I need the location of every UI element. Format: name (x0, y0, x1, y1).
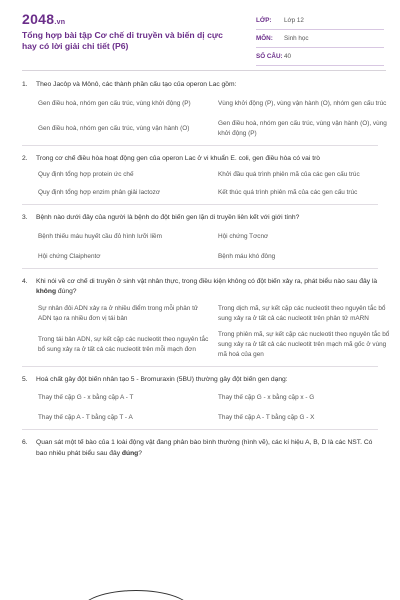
question-number: 6. (22, 439, 28, 446)
question-3 (22, 213, 378, 262)
question-divider (22, 429, 378, 430)
question-number: 2. (22, 154, 28, 162)
meta-key: SỐ CÂU: (256, 53, 283, 60)
meta-value: Sinh học (284, 35, 309, 42)
question-text (36, 438, 378, 459)
meta-panel (256, 12, 384, 66)
question-text-part: đúng? (56, 288, 77, 295)
meta-value: Lớp 12 (284, 17, 304, 24)
question-number: 3. (22, 214, 28, 221)
question-number: 5. (22, 375, 28, 383)
page-header (0, 0, 400, 64)
meta-key: MÔN: (256, 35, 273, 42)
option-b[interactable]: Trong dịch mã, sự kết cặp các nucleotit theo nguyên tắc bổ sung xảy ra ở tất cả các nucleotit trên phân tử mARN (218, 304, 386, 322)
option-a[interactable]: Bệnh thiếu máu huyết cầu đỏ hình lưỡi liềm (38, 232, 162, 240)
question-2 (22, 154, 378, 199)
question-text-part: Quan sát một tế bào của 1 loài động vật đang phân bào bình thường (hình vẽ), các kí hiệu A, B, D là các NST. Có bao nhiêu phát biểu sau đây (36, 439, 373, 457)
option-d[interactable]: Thay thế cặp A - T bằng cặp G - X (218, 414, 315, 421)
option-b[interactable]: Khởi đầu quá trình phiên mã của các gen cấu trúc (218, 171, 360, 178)
cell-diagram (80, 590, 192, 600)
question-text-emphasis: không (36, 288, 57, 295)
option-c[interactable]: Thay thế cặp A - T bằng cặp T - A (38, 414, 133, 421)
option-b[interactable]: Thay thế cặp G - x bằng cặp x - G (218, 394, 315, 401)
option-c[interactable]: Hội chứng Claiphentơ (38, 252, 101, 260)
question-text (36, 277, 378, 298)
option-d[interactable]: Bệnh máu khó đông (218, 252, 276, 260)
question-4 (22, 277, 390, 360)
question-divider (22, 145, 378, 146)
option-a[interactable]: Thay thế cặp G - x bằng cặp A - T (38, 394, 134, 401)
question-6 (22, 438, 378, 459)
question-text-part: ? (138, 449, 142, 457)
logo-main-text: 2048 (22, 11, 55, 27)
question-text: Bệnh nào dưới đây của người là bệnh do đột biến gen lặn di truyền liên kết với giới tính? (36, 214, 300, 221)
question-divider (22, 268, 378, 269)
question-5 (22, 375, 378, 424)
option-a[interactable]: Quy định tổng hợp protein ức chế (38, 171, 134, 178)
question-list (22, 80, 390, 459)
option-a[interactable]: Sự nhân đôi ADN xảy ra ở nhiều điểm trong mỗi phân tử ADN tạo ra nhiều đơn vị tái bản (38, 304, 199, 322)
option-d[interactable]: Trong phiên mã, sự kết cặp các nucleotit theo nguyên tắc bổ sung xảy ra ở tất cả các nucleotit trên mạch mã gốc ở vùng mã hoá của gen (218, 330, 390, 358)
option-b[interactable]: Hội chứng Tơcnơ (218, 232, 269, 240)
meta-key: LỚP: (256, 17, 272, 24)
question-1 (22, 80, 387, 139)
document-title: Tổng hợp bài tập Cơ chế di truyền và biến dị cực hay có lời giải chi tiết (P6) (22, 30, 223, 51)
option-c[interactable]: Trong tái bản ADN, sự kết cặp các nucleotit theo nguyên tắc bổ sung xảy ra ở tất cả các nucleotit trên mỗi mạch đơn (38, 335, 209, 353)
question-number: 4. (22, 277, 28, 285)
question-divider (22, 366, 378, 367)
logo-suffix-text: .vn (54, 19, 66, 26)
question-text-emphasis: đúng (121, 449, 139, 457)
meta-row-subject (256, 30, 384, 48)
question-text: Hoá chất gây đột biến nhân tạo 5 - Bromuraxin (5BU) thường gây đột biến gen dạng: (36, 375, 288, 383)
option-d[interactable]: Kết thúc quá trình phiên mã của các gen cấu trúc (218, 189, 358, 196)
meta-row-grade (256, 12, 384, 30)
question-number: 1. (22, 81, 28, 88)
question-text-part: Khi nói về cơ chế di truyền ở sinh vật nhân thực, trong điều kiện không có đột biến xảy ra, phát biểu nào sau đây là (36, 277, 378, 285)
meta-value: 40 (284, 53, 292, 60)
option-b[interactable]: Vùng khởi động (P), vùng vận hành (O), nhóm gen cấu trúc (218, 99, 387, 107)
option-c[interactable]: Gen điều hoà, nhóm gen cấu trúc, vùng vận hành (O) (38, 124, 190, 132)
question-text: Theo Jacôp và Mônô, các thành phần cấu tạo của operon Lac gồm: (36, 81, 237, 88)
header-divider (22, 70, 386, 71)
site-logo[interactable] (22, 11, 65, 27)
option-c[interactable]: Quy định tổng hợp enzim phân giải lactozơ (38, 189, 161, 196)
meta-row-count (256, 48, 384, 66)
option-d[interactable]: Gen điều hoà, nhóm gen cấu trúc, vùng vận hành (O), vùng khởi động (P) (218, 119, 387, 137)
question-text: Trong cơ chế điều hòa hoạt động gen của operon Lac ở vi khuẩn E. coli, gen điều hòa có vai trò (36, 154, 321, 162)
option-a[interactable]: Gen điều hoà, nhóm gen cấu trúc, vùng khởi động (P) (38, 99, 191, 107)
question-divider (22, 204, 378, 205)
